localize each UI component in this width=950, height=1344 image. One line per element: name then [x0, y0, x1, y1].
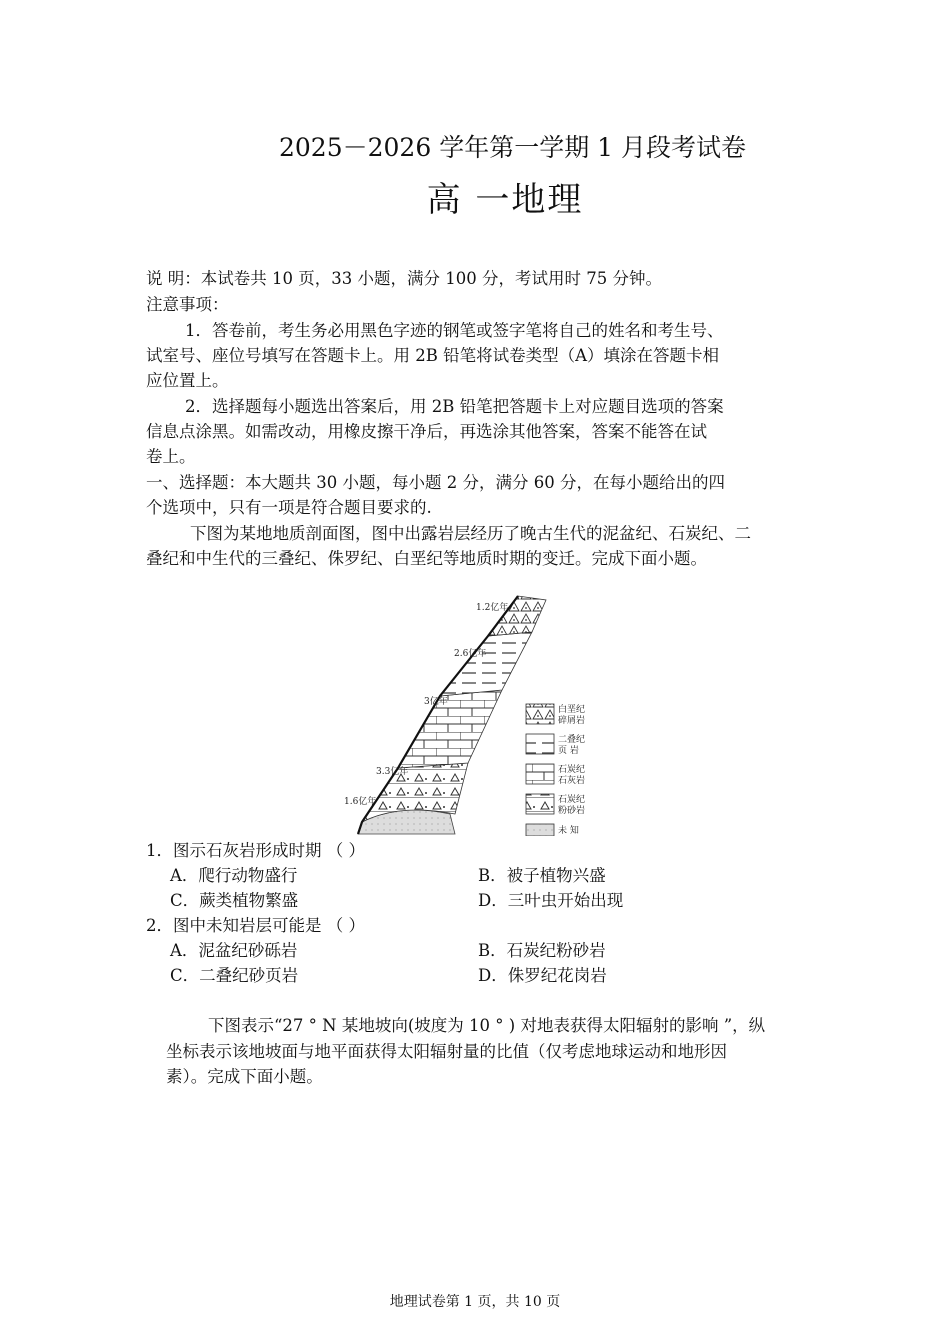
note1-line3: 应位置上。 — [146, 371, 229, 390]
passage2-line1: 下图表示“27 ° N 某地坡向(坡度为 10 ° ) 对地表获得太阳辐射的影响 ”，纵 — [208, 1016, 766, 1035]
legend-4-line2: 粉砂岩 — [558, 806, 586, 816]
question-1-option-a[interactable]: A．爬行动物盛行 — [170, 866, 298, 885]
subject-title: 高 一地理 — [426, 180, 584, 220]
legend-3-line2: 石灰岩 — [558, 776, 586, 786]
section-heading-line1: 一、选择题：本大题共 30 小题，每小题 2 分，满分 60 分，在每小题给出的四 — [146, 473, 725, 492]
page-footer: 地理试卷第 1 页，共 10 页 — [389, 1294, 561, 1310]
legend-swatch-unknown — [526, 824, 554, 836]
age-label-2: 2.6亿年 — [454, 649, 487, 659]
legend-5-line1: 未 知 — [558, 826, 579, 836]
legend-swatch-shale — [526, 734, 554, 754]
legend-swatch-siltstone — [526, 794, 554, 814]
passage2-line2: 坐标表示该地坡面与地平面获得太阳辐射量的比值（仅考虑地球运动和地形因 — [166, 1042, 727, 1061]
passage1-line1: 下图为某地地质剖面图，图中出露岩层经历了晚古生代的泥盆纪、石炭纪、二 — [190, 524, 751, 543]
legend-2-line2: 页 岩 — [558, 746, 579, 756]
passage1-line2: 叠纪和中生代的三叠纪、侏罗纪、白垩纪等地质时期的变迁。完成下面小题。 — [146, 549, 707, 568]
geology-profile-figure — [340, 588, 600, 836]
question-1-stem: 1．图示石灰岩形成时期 （ ） — [146, 841, 365, 860]
note2-line2: 信息点涂黑。如需改动，用橡皮擦干净后，再选涂其他答案，答案不能答在试 — [146, 422, 707, 441]
exam-title: 2025－2026 学年第一学期 1 月段考试卷 — [279, 133, 746, 162]
question-2-option-d[interactable]: D．侏罗纪花岗岩 — [478, 966, 607, 985]
question-2-option-c[interactable]: C．二叠纪砂页岩 — [170, 966, 299, 985]
legend-3-line1: 石炭纪 — [558, 765, 586, 775]
question-1-option-d[interactable]: D．三叶虫开始出现 — [478, 891, 624, 910]
note1-line2: 试室号、座位号填写在答题卡上。用 2B 铅笔将试卷类型（A）填涂在答题卡相 — [146, 346, 720, 365]
question-2-stem: 2．图中未知岩层可能是 （ ） — [146, 916, 365, 935]
exam-description: 说 明：本试卷共 10 页，33 小题，满分 100 分，考试用时 75 分钟。 — [146, 269, 662, 288]
question-2-option-a[interactable]: A．泥盆纪砂砾岩 — [170, 941, 298, 960]
age-label-1: 1.2亿年 — [476, 603, 509, 613]
age-label-3: 3亿年 — [424, 697, 448, 707]
passage2-line3: 素）。完成下面小题。 — [166, 1067, 323, 1086]
note2-line3: 卷上。 — [146, 447, 196, 466]
legend-1-line2: 碎屑岩 — [558, 716, 586, 726]
section-heading-line2: 个选项中，只有一项是符合题目要求的. — [146, 498, 432, 517]
legend-4-line1: 石炭纪 — [558, 795, 586, 805]
legend-2-line1: 二叠纪 — [558, 735, 586, 745]
question-1-option-b[interactable]: B．被子植物兴盛 — [478, 866, 606, 885]
legend-swatch-clastic — [526, 704, 554, 724]
legend-1-line1: 白垩纪 — [558, 705, 586, 715]
question-2-option-b[interactable]: B．石炭纪粉砂岩 — [478, 941, 606, 960]
question-1-option-c[interactable]: C．蕨类植物繁盛 — [170, 891, 299, 910]
note2-line1: 2．选择题每小题选出答案后，用 2B 铅笔把答题卡上对应题目选项的答案 — [185, 397, 724, 416]
age-label-5: 1.6亿年 — [344, 797, 377, 807]
legend-swatch-limestone — [526, 764, 554, 784]
note1-line1: 1．答卷前，考生务必用黑色字迹的钢笔或签字笔将自己的姓名和考生号、 — [185, 321, 724, 340]
notes-heading: 注意事项： — [146, 295, 229, 314]
age-label-4: 3.3亿年 — [376, 767, 409, 777]
